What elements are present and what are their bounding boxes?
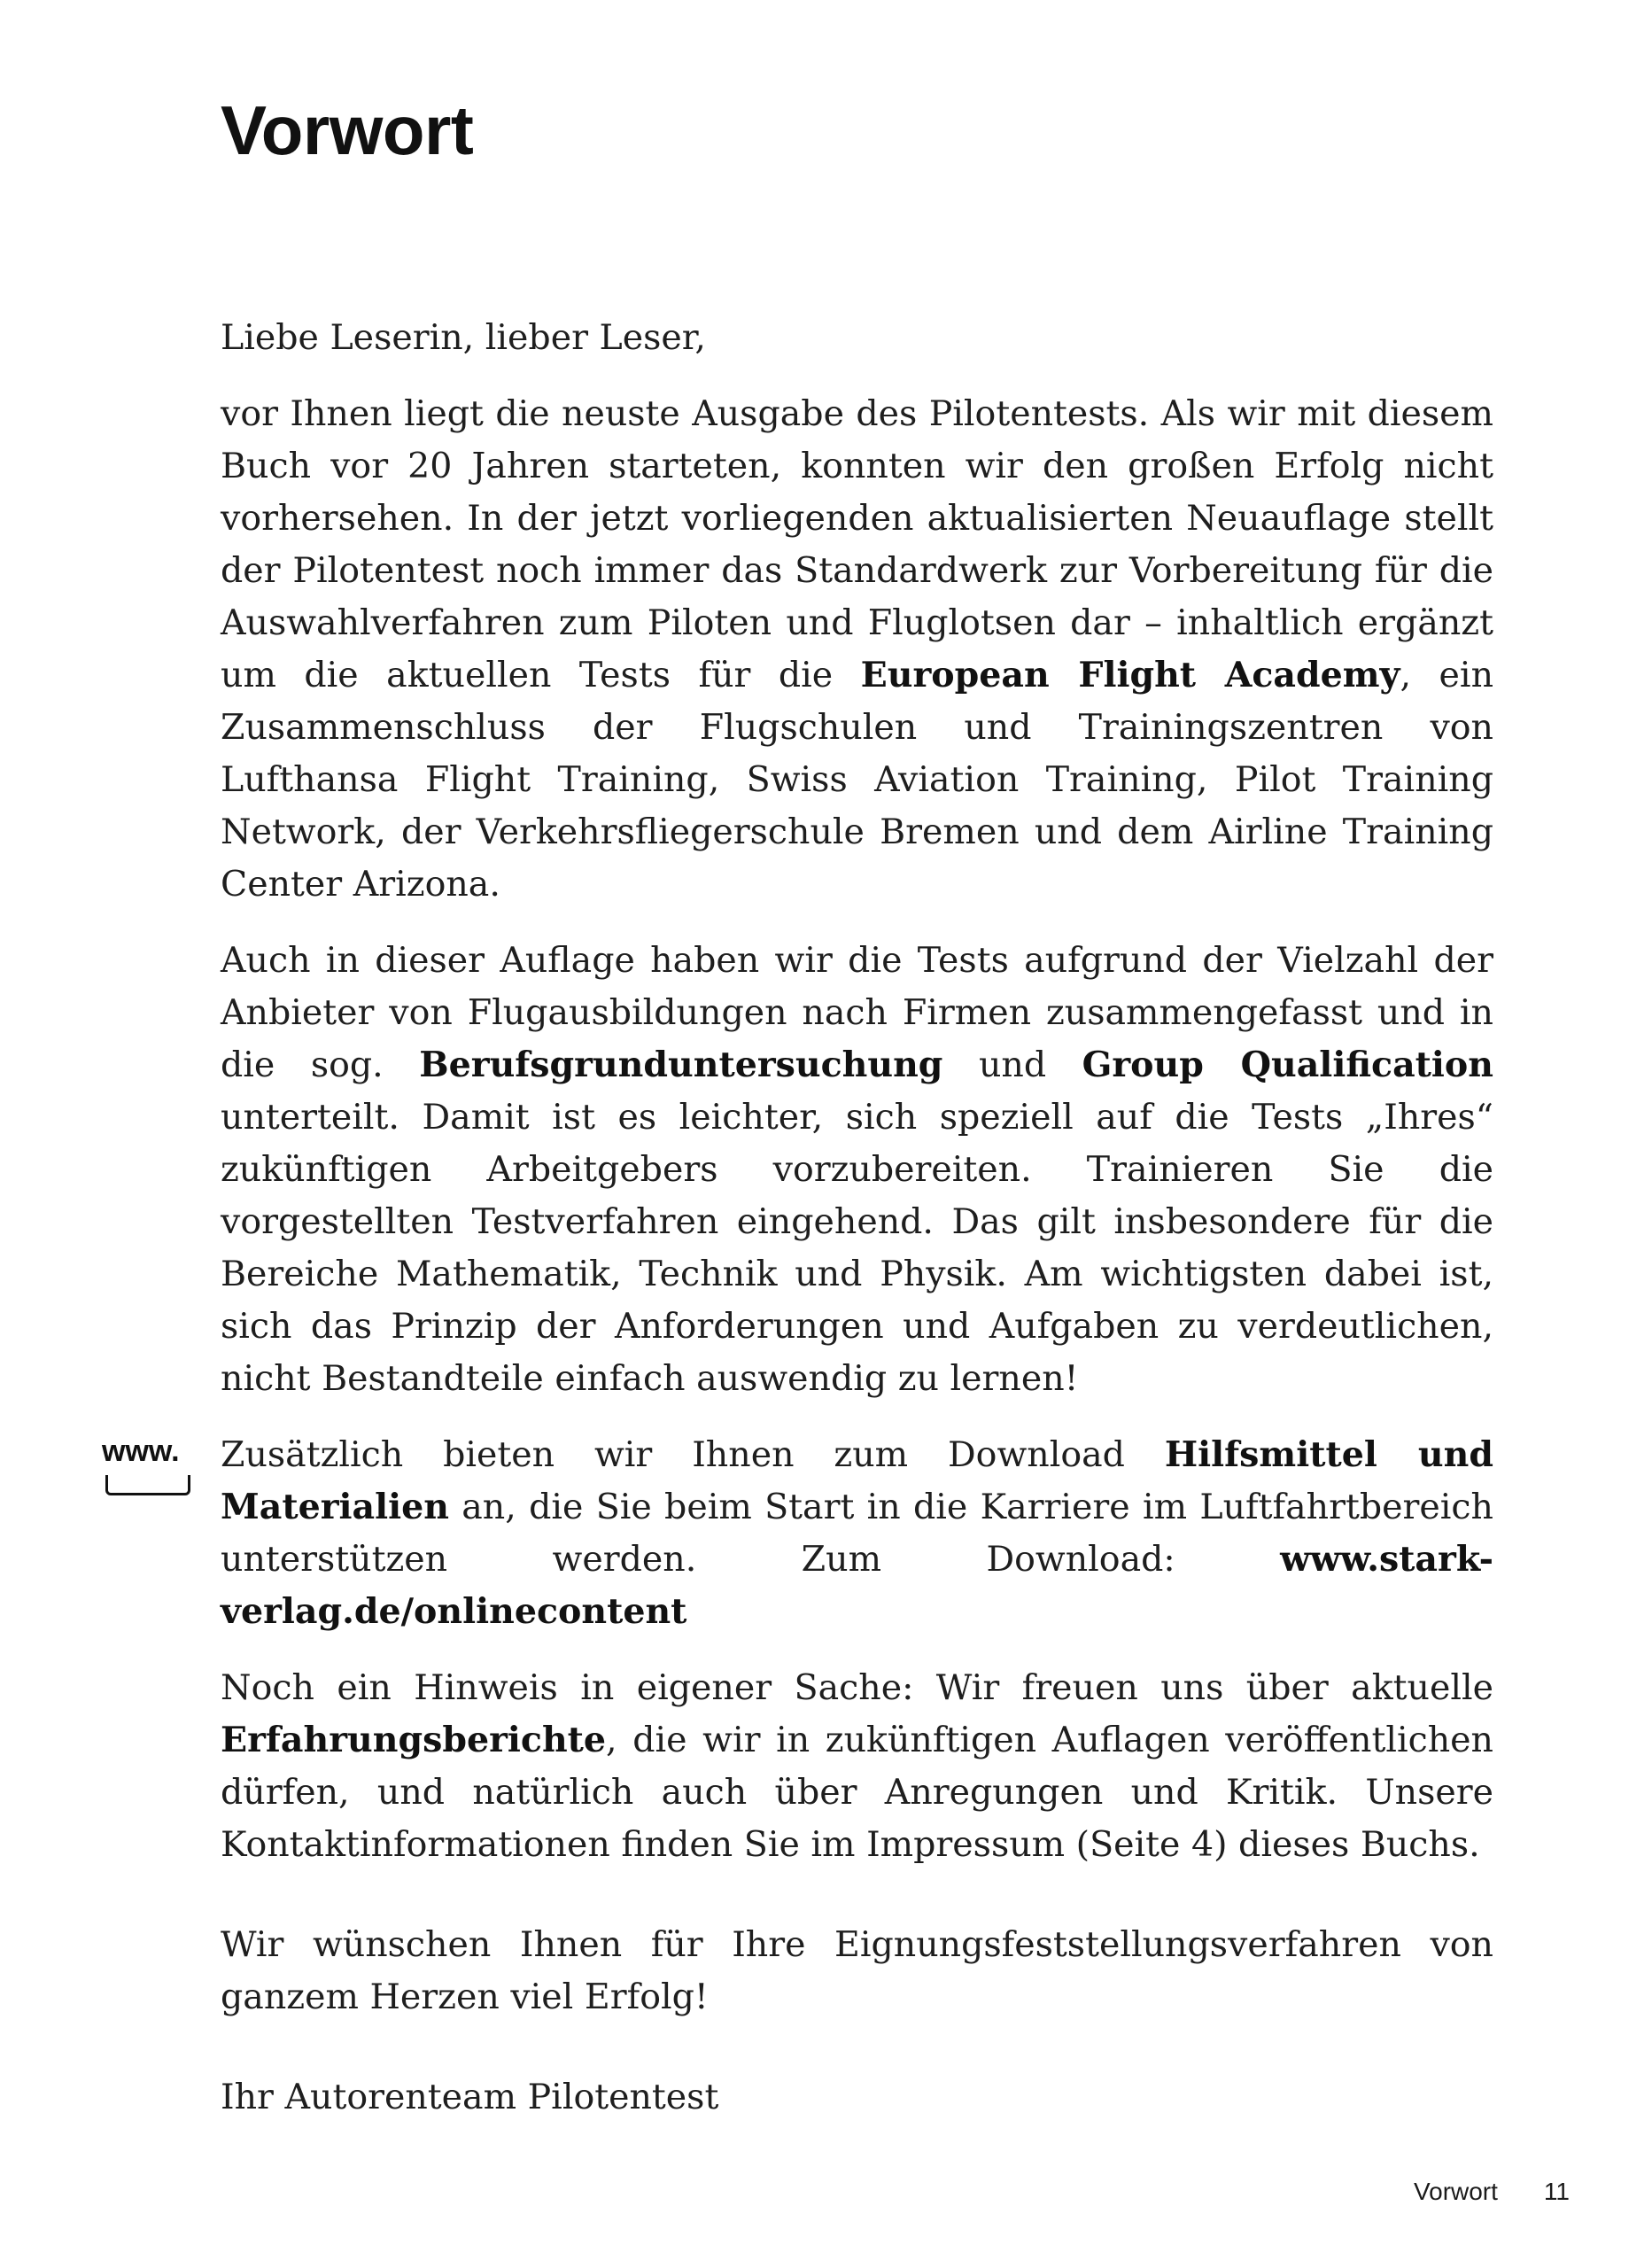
paragraph-structure (221, 935, 1493, 1405)
paragraph-intro (221, 388, 1493, 911)
paragraph-intro-text: vor Ihnen liegt die neuste Ausgabe des Pilotentests. Als wir mit diesem Buch vor 20 Jahren starteten, konnten wir den großen Erfolg nicht vorhersehen. In der jetzt vorliegenden aktualisierten Neuauflage stellt der Pilotentest noch immer das Standardwerk zur Vorbereitung für die Auswahlverfahren zum Piloten und Fluglotsen dar – inhaltlich ergänzt um die aktuellen Tests für die (221, 393, 1493, 695)
signature: Ihr Autorenteam Pilotentest (221, 2077, 719, 2117)
download-link[interactable]: www.stark-verlag.de/onlinecontent (221, 1539, 1493, 1632)
paragraph-download-text-middle: an, die Sie beim Start in die Karriere im Luftfahrtbereich unterstützen werden. Zum Download: (221, 1487, 1493, 1580)
page-title: Vorwort (221, 91, 474, 169)
paragraph-intro-text-end: , ein Zusammenschluss der Flugschulen und Trainingszentren von Lufthansa Flight Training, Swiss Aviation Training, Pilot Training Network, der Verkehrsfliegerschule Bremen und dem Airline Training Center Arizona. (221, 655, 1494, 905)
paragraph-structure-conjunction: und (942, 1045, 1082, 1085)
www-download-icon (102, 1436, 194, 1507)
emphasis-erfahrungsberichte: Erfahrungsberichte (221, 1720, 607, 1760)
emphasis-group-qualification: Group Qualification (1082, 1045, 1493, 1085)
paragraph-feedback-text-end: , die wir in zukünftigen Auflagen veröffentlichen dürfen, und natürlich auch über Anregungen und Kritik. Unsere Kontaktinformationen finden Sie im Impressum (Seite 4) dieses Buchs. (221, 1720, 1493, 1865)
footer-section-title: Vorwort (1413, 2178, 1498, 2205)
paragraph-structure-text: Auch in dieser Auflage haben wir die Tests aufgrund der Vielzahl der Anbieter von Flugausbildungen nach Firmen zusammengefasst und in die sog. (221, 940, 1493, 1085)
greeting: Liebe Leserin, lieber Leser, (221, 317, 706, 358)
paragraph-download-text: Zusätzlich bieten wir Ihnen zum Download (221, 1434, 1165, 1475)
paragraph-feedback-text: Noch ein Hinweis in eigener Sache: Wir freuen uns über aktuelle (221, 1667, 1493, 1708)
emphasis-berufsgrunduntersuchung: Berufsgrunduntersuchung (419, 1045, 943, 1085)
www-marker-label: www. (102, 1434, 180, 1468)
emphasis-hilfsmittel-materialien: Hilfsmittel und Materialien (221, 1434, 1493, 1527)
page-footer (1414, 2178, 1570, 2206)
preface-body (102, 312, 1494, 2124)
emphasis-european-flight-academy: European Flight Academy (860, 655, 1400, 695)
paragraph-wishes: Wir wünschen Ihnen für Ihre Eignungsfeststellungsverfahren von ganzem Herzen viel Erfolg! (221, 1924, 1493, 2017)
download-section (102, 1429, 1493, 1638)
paragraph-feedback (221, 1662, 1493, 1871)
page-number: 11 (1543, 2178, 1570, 2205)
bracket-icon (105, 1475, 190, 1495)
paragraph-structure-text-end: unterteilt. Damit ist es leichter, sich speziell auf die Tests „Ihres“ zukünftigen Arbeitgebers vorzubereiten. Trainieren Sie die vorgestellten Testverfahren eingehend. Das gilt insbesondere für die Bereiche Mathematik, Technik und Physik. Am wichtigsten dabei ist, sich das Prinzip der Anforderungen und Aufgaben zu verdeutlichen, nicht Bestandteile einfach auswendig zu lernen! (221, 1097, 1493, 1399)
paragraph-download (221, 1429, 1493, 1638)
